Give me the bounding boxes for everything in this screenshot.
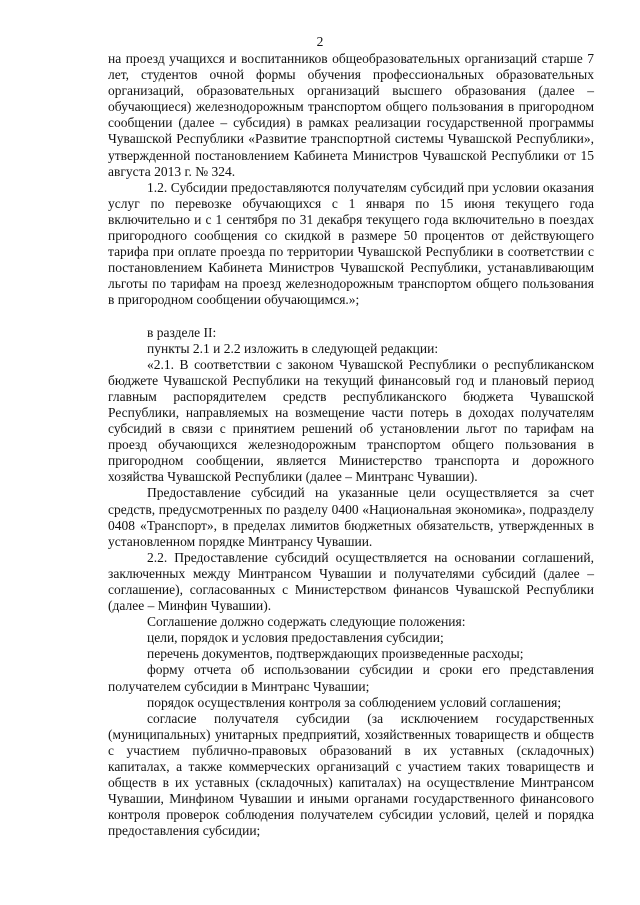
paragraph-continuation: на проезд учащихся и воспитанников общеобразовательных организаций старше 7 лет, студентов очной формы обучения профессиональных образовательных организаций, образовательных организаций высшего образования (далее – обучающиеся) железнодорожным транспортом общего пользования в пригородном сообщении (далее – субсидия) в рамках реализации государственной программы Чувашской Республики «Развитие транспортной системы Чувашской Республики», утвержденной постановлением Кабинета Министров Чувашской Республики от 15 августа 2013 г. № 324. bbox=[108, 51, 594, 179]
list-item-documents: перечень документов, подтверждающих произведенные расходы; bbox=[147, 646, 524, 662]
paragraph-gap bbox=[108, 309, 594, 325]
paragraph-funding: Предоставление субсидий на указанные цели осуществляется за счет средств, предусмотренных по разделу 0400 «Национальная экономика», подразделу 0408 «Транспорт», в пределах лимитов бюджетных обязательств, утвержденных в установленном порядке Минтрансу Чувашии. bbox=[108, 485, 594, 549]
paragraph-2-1: «2.1. В соответствии с законом Чувашской Республики о республиканском бюджете Чувашской Республики на текущий финансовый год и плановый период главным распорядителем средств республиканского бюджета Чувашской Республики, направляемых на возмещение части потерь в доходах получателям субсидий в связи с принятием решений об установлении льгот по тарифам на проезд обучающихся железнодорожным транспортом общего пользования в пригородном сообщении, является Министерство транспорта и дорожного хозяйства Чувашской Республики (далее – Минтранс Чувашии). bbox=[108, 356, 594, 485]
list-item-goals: цели, порядок и условия предоставления субсидии; bbox=[147, 630, 444, 646]
page-number: 2 bbox=[316, 34, 324, 49]
paragraph-points-intro: пункты 2.1 и 2.2 изложить в следующей редакции: bbox=[147, 340, 439, 356]
paragraph-section-ii: в разделе II: bbox=[147, 324, 217, 340]
list-item-report-form: форму отчета об использовании субсидии и сроки его представления получателем субсидии в Минтранс Чувашии; bbox=[108, 662, 594, 694]
paragraph-agreement-contents: Соглашение должно содержать следующие положения: bbox=[147, 614, 466, 630]
list-item-control: порядок осуществления контроля за соблюдением условий соглашения; bbox=[147, 694, 562, 710]
list-item-consent: согласие получателя субсидии (за исключением государственных (муниципальных) унитарных предприятий, хозяйственных товариществ и обществ с участием публично-правовых образований в их уставных (складочных) капиталах, а также коммерческих организаций с участием таких товариществ и обществ в их уставных (складочных) капиталах) на осуществление Минтрансом Чувашии, Минфином Чувашии и иными органами государственного финансового контроля проверок соблюдения получателем субсидии условий, целей и порядка предоставления субсидии; bbox=[108, 710, 594, 839]
paragraph-1-2: 1.2. Субсидии предоставляются получателям субсидий при условии оказания услуг по перевозке обучающихся с 1 января по 15 июня текущего года включительно и с 1 сентября по 31 декабря текущего года включительно в поездах пригородного сообщения со скидкой в размере 50 процентов от действующего тарифа при оплате проезда по территории Чувашской Республики в соответствии с постановлением Кабинета Министров Чувашской Республики, устанавливающим льготы по тарифам на проезд железнодорожным транспортом общего пользования в пригородном сообщении обучающимся.»; bbox=[108, 179, 594, 308]
paragraph-2-2: 2.2. Предоставление субсидий осуществляется на основании соглашений, заключенных между Минтрансом Чувашии и получателями субсидий (далее – соглашение), согласованных с Министерством финансов Чувашской Республики (далее – Минфин Чувашии). bbox=[108, 549, 594, 614]
document-body bbox=[108, 51, 594, 840]
